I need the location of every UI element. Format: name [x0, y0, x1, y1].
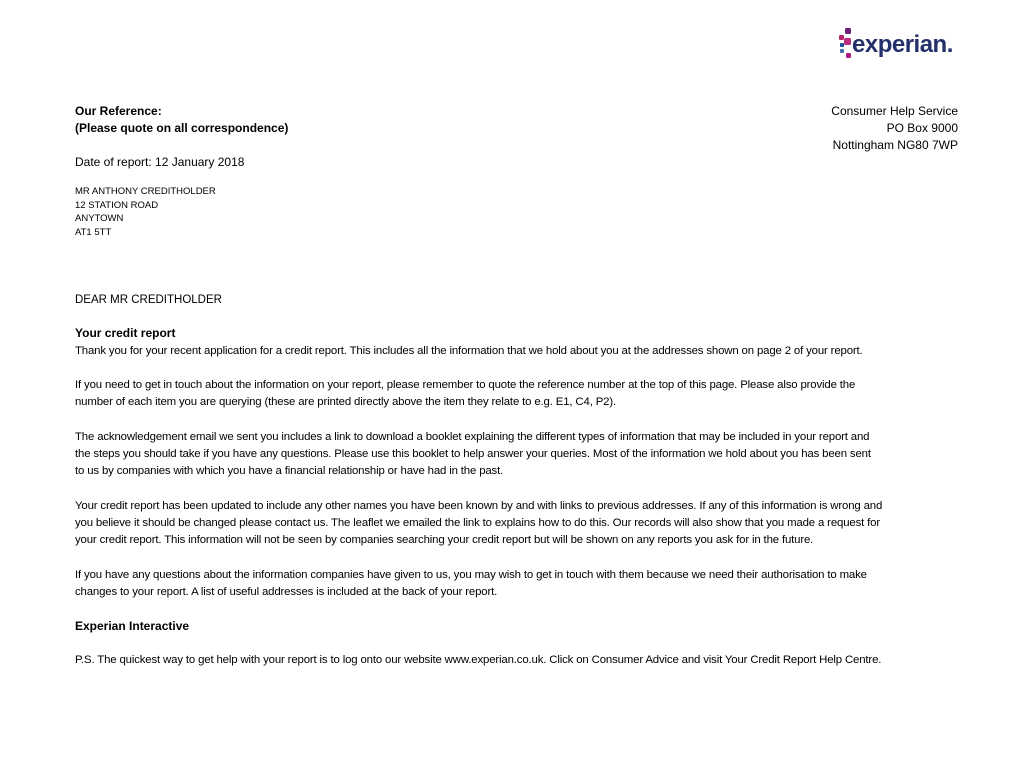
paragraph-get-in-touch: [75, 377, 961, 411]
report-date: Date of report: 12 January 2018: [75, 155, 245, 169]
paragraph-line: changes to your report. A list of useful addresses is included at the back of your report.: [75, 586, 498, 598]
recipient-postcode: AT1 5TT: [75, 226, 112, 238]
paragraph-line: you believe it should be changed please contact us. The leaflet we emailed the link to explains how to do this. Our records will also show that you made a request for: [75, 517, 880, 529]
reference-label: Our Reference:: [75, 104, 162, 118]
paragraph-questions: [75, 567, 961, 601]
signoff: Experian Interactive: [75, 619, 190, 633]
return-address: [831, 103, 958, 154]
paragraph-intro: [75, 343, 961, 360]
paragraph-line: Thank you for your recent application for a credit report. This includes all the information that we hold about you at the addresses shown on page 2 of your report.: [75, 345, 863, 357]
paragraph-line: number of each item you are querying (these are printed directly above the item they relate to e.g. E1, C4, P2).: [75, 396, 617, 408]
recipient-town: ANYTOWN: [75, 213, 124, 224]
paragraph-booklet: [75, 429, 961, 480]
recipient-street: 12 STATION ROAD: [75, 199, 159, 211]
section-heading-credit-report: Your credit report: [75, 326, 176, 340]
paragraph-updated-report: [75, 498, 961, 549]
postscript: [75, 652, 961, 669]
paragraph-line: If you need to get in touch about the information on your report, please remember to quote the reference number at the top of this page. Please also provide the: [75, 379, 856, 391]
paragraph-line: If you have any questions about the information companies have given to us, you may wish to get in touch with them because we need their authorisation to make: [75, 569, 867, 581]
reference-block: [75, 103, 288, 137]
return-address-line: Nottingham NG80 7WP: [832, 138, 958, 152]
postscript-line: P.S. The quickest way to get help with your report is to log onto our website www.experian.co.uk. Click on Consumer Advice and visit Your Credit Report Help Centre.: [75, 654, 882, 666]
return-address-line: PO Box 9000: [886, 121, 958, 135]
return-address-line: Consumer Help Service: [831, 104, 958, 118]
paragraph-line: The acknowledgement email we sent you includes a link to download a booklet explaining the different types of information that may be included in your report and: [75, 431, 870, 443]
logo-wordmark: experian.: [852, 31, 953, 58]
reference-note: (Please quote on all correspondence): [75, 121, 289, 135]
paragraph-line: to us by companies with which you have a financial relationship or have had in the past.: [75, 465, 504, 477]
experian-logo: [838, 26, 968, 66]
salutation: DEAR MR CREDITHOLDER: [75, 294, 222, 306]
paragraph-line: your credit report. This information will not be seen by companies searching your credit report but will be shown on any reports you ask for in the future.: [75, 534, 814, 546]
recipient-address: [75, 185, 216, 239]
paragraph-line: Your credit report has been updated to include any other names you have been known by and with links to previous addresses. If any of this information is wrong and: [75, 500, 883, 512]
recipient-name: MR ANTHONY CREDITHOLDER: [75, 186, 216, 197]
paragraph-line: the steps you should take if you have any questions. Please use this booklet to help answer your queries. Most of the information we hold about you has been sent: [75, 448, 871, 460]
